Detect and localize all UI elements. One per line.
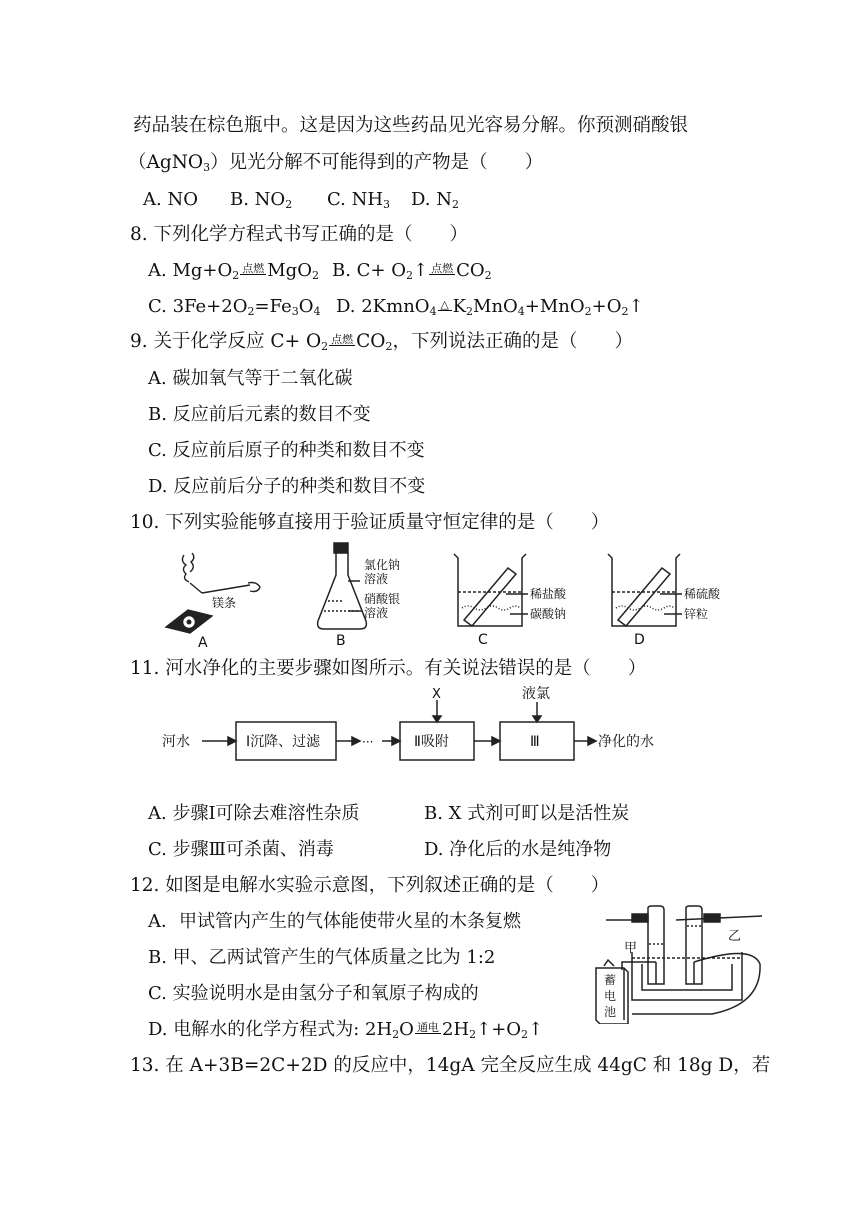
q7-option-b-sub: 2 [285, 198, 293, 211]
q11-option-a: A. 步骤Ⅰ可除去难溶性杂质 [148, 803, 360, 824]
q12-stem: 12. 如图是电解水实验示意图，下列叙述正确的是（ ） [130, 875, 610, 896]
q12-d-arrow1: ↑ [476, 1019, 492, 1040]
q11-option-c: C. 步骤Ⅲ可杀菌、消毒 [148, 839, 334, 860]
q8-c-text: C. 3Fe+2O [148, 296, 248, 317]
q12-d-sub2: 2 [469, 1028, 477, 1041]
q11-flow-step2: Ⅱ吸附 [414, 734, 449, 750]
q8-b-cond-text: 点燃 [431, 262, 454, 275]
q11-flow-step3: Ⅲ [530, 734, 540, 750]
q9-cond-text: 点燃 [331, 333, 354, 346]
q12-option-a: A．甲试管内产生的气体能使带火星的木条复燃 [148, 911, 521, 932]
q8-b-product: CO [456, 260, 485, 281]
q9-stem [130, 329, 633, 360]
q8-a-condition [240, 263, 266, 279]
q12-d-o: O [399, 1019, 414, 1040]
q8-d-sub5: 2 [621, 305, 629, 318]
q8-d-cond-text: △ [440, 298, 449, 311]
q10-d-letter: D [634, 632, 645, 648]
q10-figure-b [310, 541, 430, 651]
q8-b-prefix: B. C+ O [332, 260, 407, 281]
q12-d-condition [415, 1022, 441, 1038]
q12-option-b: B. 甲、乙两试管产生的气体质量之比为 1:2 [148, 947, 496, 968]
q11-flow-river: 河水 [162, 734, 190, 750]
q12-d-cond-text: 通电 [416, 1021, 439, 1034]
q8-d-mno2: +MnO [524, 296, 585, 317]
q8-stem: 8. 下列化学方程式书写正确的是（ ） [130, 224, 469, 245]
q12-d-h: 2H [441, 1019, 470, 1040]
q7-formula: （AgNO [128, 152, 204, 173]
q12-d-sub3: 2 [521, 1028, 529, 1041]
q9-stem-a: 9. 关于化学反应 C+ O [130, 331, 322, 352]
q12-fig-battery-1: 蓄 [604, 973, 617, 987]
q12-d-arrow2: ↑ [528, 1019, 544, 1040]
q13-stem: 13. 在 A+3B=2C+2D 的反应中，14gA 完全反应生成 44gC 和 18g D，若 [130, 1055, 771, 1076]
q12-fig-battery-2: 电 [604, 989, 617, 1003]
q10-c-letter: C [478, 632, 488, 648]
q8-d-sub4: 2 [584, 305, 592, 318]
q12-fig-yi: 乙 [728, 929, 742, 944]
q8-option-b [332, 258, 492, 289]
q7-option-b-text: B. NO [230, 189, 286, 210]
q10-d-label2: 锌粒 [684, 607, 709, 621]
q8-a-cond-text: 点燃 [242, 262, 265, 275]
q9-stem-b: ，下列说法正确的是（ ） [392, 331, 633, 352]
q7-stem-line2 [128, 150, 543, 181]
q9-option-b: B. 反应前后元素的数目不变 [148, 404, 371, 425]
q11-option-b: B. X 式剂可町以是活性炭 [424, 803, 630, 824]
q10-d-label1: 稀硫酸 [684, 587, 721, 601]
q8-d-sub3: 4 [517, 305, 525, 318]
q8-b-sub: 2 [406, 269, 414, 282]
q7-formula-sub: 3 [203, 161, 211, 174]
q9-stem-sub: 2 [321, 340, 329, 353]
q10-figure-c [450, 550, 590, 650]
q8-a-product: MgO [267, 260, 312, 281]
q7-stem-line1: 药品装在棕色瓶中。这是因为这些药品见光容易分解。你预测硝酸银 [133, 115, 689, 136]
q10-b-label3: 硝酸银 [364, 592, 401, 606]
q10-b-label1: 氯化钠 [364, 558, 401, 572]
q11-flow-output: 净化的水 [598, 734, 654, 750]
q8-d-o2: +O [591, 296, 622, 317]
q9-condition [329, 334, 355, 350]
q8-d-sub2: 2 [466, 305, 474, 318]
q8-d-mn: MnO [473, 296, 518, 317]
q7-option-d-text: D. N [411, 189, 452, 210]
q9-option-a: A. 碳加氧气等于二氧化碳 [148, 368, 353, 389]
q8-c-sub3: 4 [313, 305, 321, 318]
q11-option-d: D. 净化后的水是纯净物 [424, 839, 612, 860]
q12-electrolysis-figure [592, 904, 772, 1024]
q12-option-c: C. 实验说明水是由氢分子和氧原子构成的 [148, 983, 479, 1004]
q8-a-sub: 2 [232, 269, 240, 282]
q12-d-o2: +O [491, 1019, 522, 1040]
q12-d-sub1: 2 [392, 1028, 400, 1041]
q11-flow-x: X [432, 687, 441, 702]
q10-b-label2: 溶液 [364, 572, 389, 586]
q11-stem: 11. 河水净化的主要步骤如图所示。有关说法错误的是（ ） [130, 658, 647, 679]
q7-option-d [411, 187, 459, 218]
q7-option-c-sub: 3 [383, 198, 391, 211]
q8-d-condition [438, 299, 452, 315]
q10-b-letter: B [336, 633, 346, 649]
q8-d-k: K [452, 296, 467, 317]
q10-a-letter: A [198, 635, 208, 651]
q7-option-a: A. NO [143, 189, 198, 210]
q8-c-o: O [298, 296, 314, 317]
q10-figure-d [604, 550, 754, 650]
q8-d-sub1: 4 [429, 305, 437, 318]
q7-option-d-sub: 2 [451, 198, 459, 211]
q10-c-label1: 稀盐酸 [530, 587, 567, 601]
q11-flow-dots: ··· [362, 735, 374, 749]
q8-c-sub1: 2 [247, 305, 255, 318]
q11-flow-chlorine: 液氯 [522, 686, 550, 702]
q9-stem-product-sub: 2 [385, 340, 393, 353]
q9-stem-product: CO [356, 331, 386, 352]
q11-flow-diagram [160, 686, 720, 776]
q12-option-d [148, 1017, 543, 1048]
q10-stem: 10. 下列实验能够直接用于验证质量守恒定律的是（ ） [130, 512, 610, 533]
q7-option-b [230, 187, 292, 218]
q9-option-d: D. 反应前后分子的种类和数目不变 [148, 476, 426, 497]
q8-b-arrow: ↑ [413, 260, 429, 281]
q8-a-prefix: A. Mg+O [148, 260, 233, 281]
q8-b-condition [429, 263, 455, 279]
q8-a-product-sub: 2 [311, 269, 319, 282]
q11-flow-step1: Ⅰ沉降、过滤 [246, 734, 321, 750]
q10-a-label: 镁条 [212, 596, 237, 610]
q7-option-c [327, 187, 390, 218]
q8-d-arrow: ↑ [628, 296, 644, 317]
q9-option-c: C. 反应前后原子的种类和数目不变 [148, 440, 425, 461]
q8-c-sub2: 3 [291, 305, 299, 318]
q8-d-prefix: D. 2KmnO [336, 296, 430, 317]
q10-b-label4: 溶液 [364, 606, 389, 620]
q7-stem-rest: ）见光分解不可能得到的产物是（ ） [210, 152, 544, 173]
q12-fig-jia: 甲 [624, 941, 638, 956]
q10-figure-a [160, 547, 270, 652]
q12-d-prefix: D. 电解水的化学方程式为: 2H [148, 1019, 393, 1040]
q8-b-product-sub: 2 [484, 269, 492, 282]
q8-c-mid: =Fe [254, 296, 292, 317]
q10-c-label2: 碳酸钠 [530, 607, 567, 621]
q8-option-c [148, 294, 321, 325]
q12-fig-battery-3: 池 [604, 1005, 617, 1019]
q7-option-c-text: C. NH [327, 189, 384, 210]
q8-option-a [148, 258, 319, 289]
q8-option-d [336, 294, 644, 325]
